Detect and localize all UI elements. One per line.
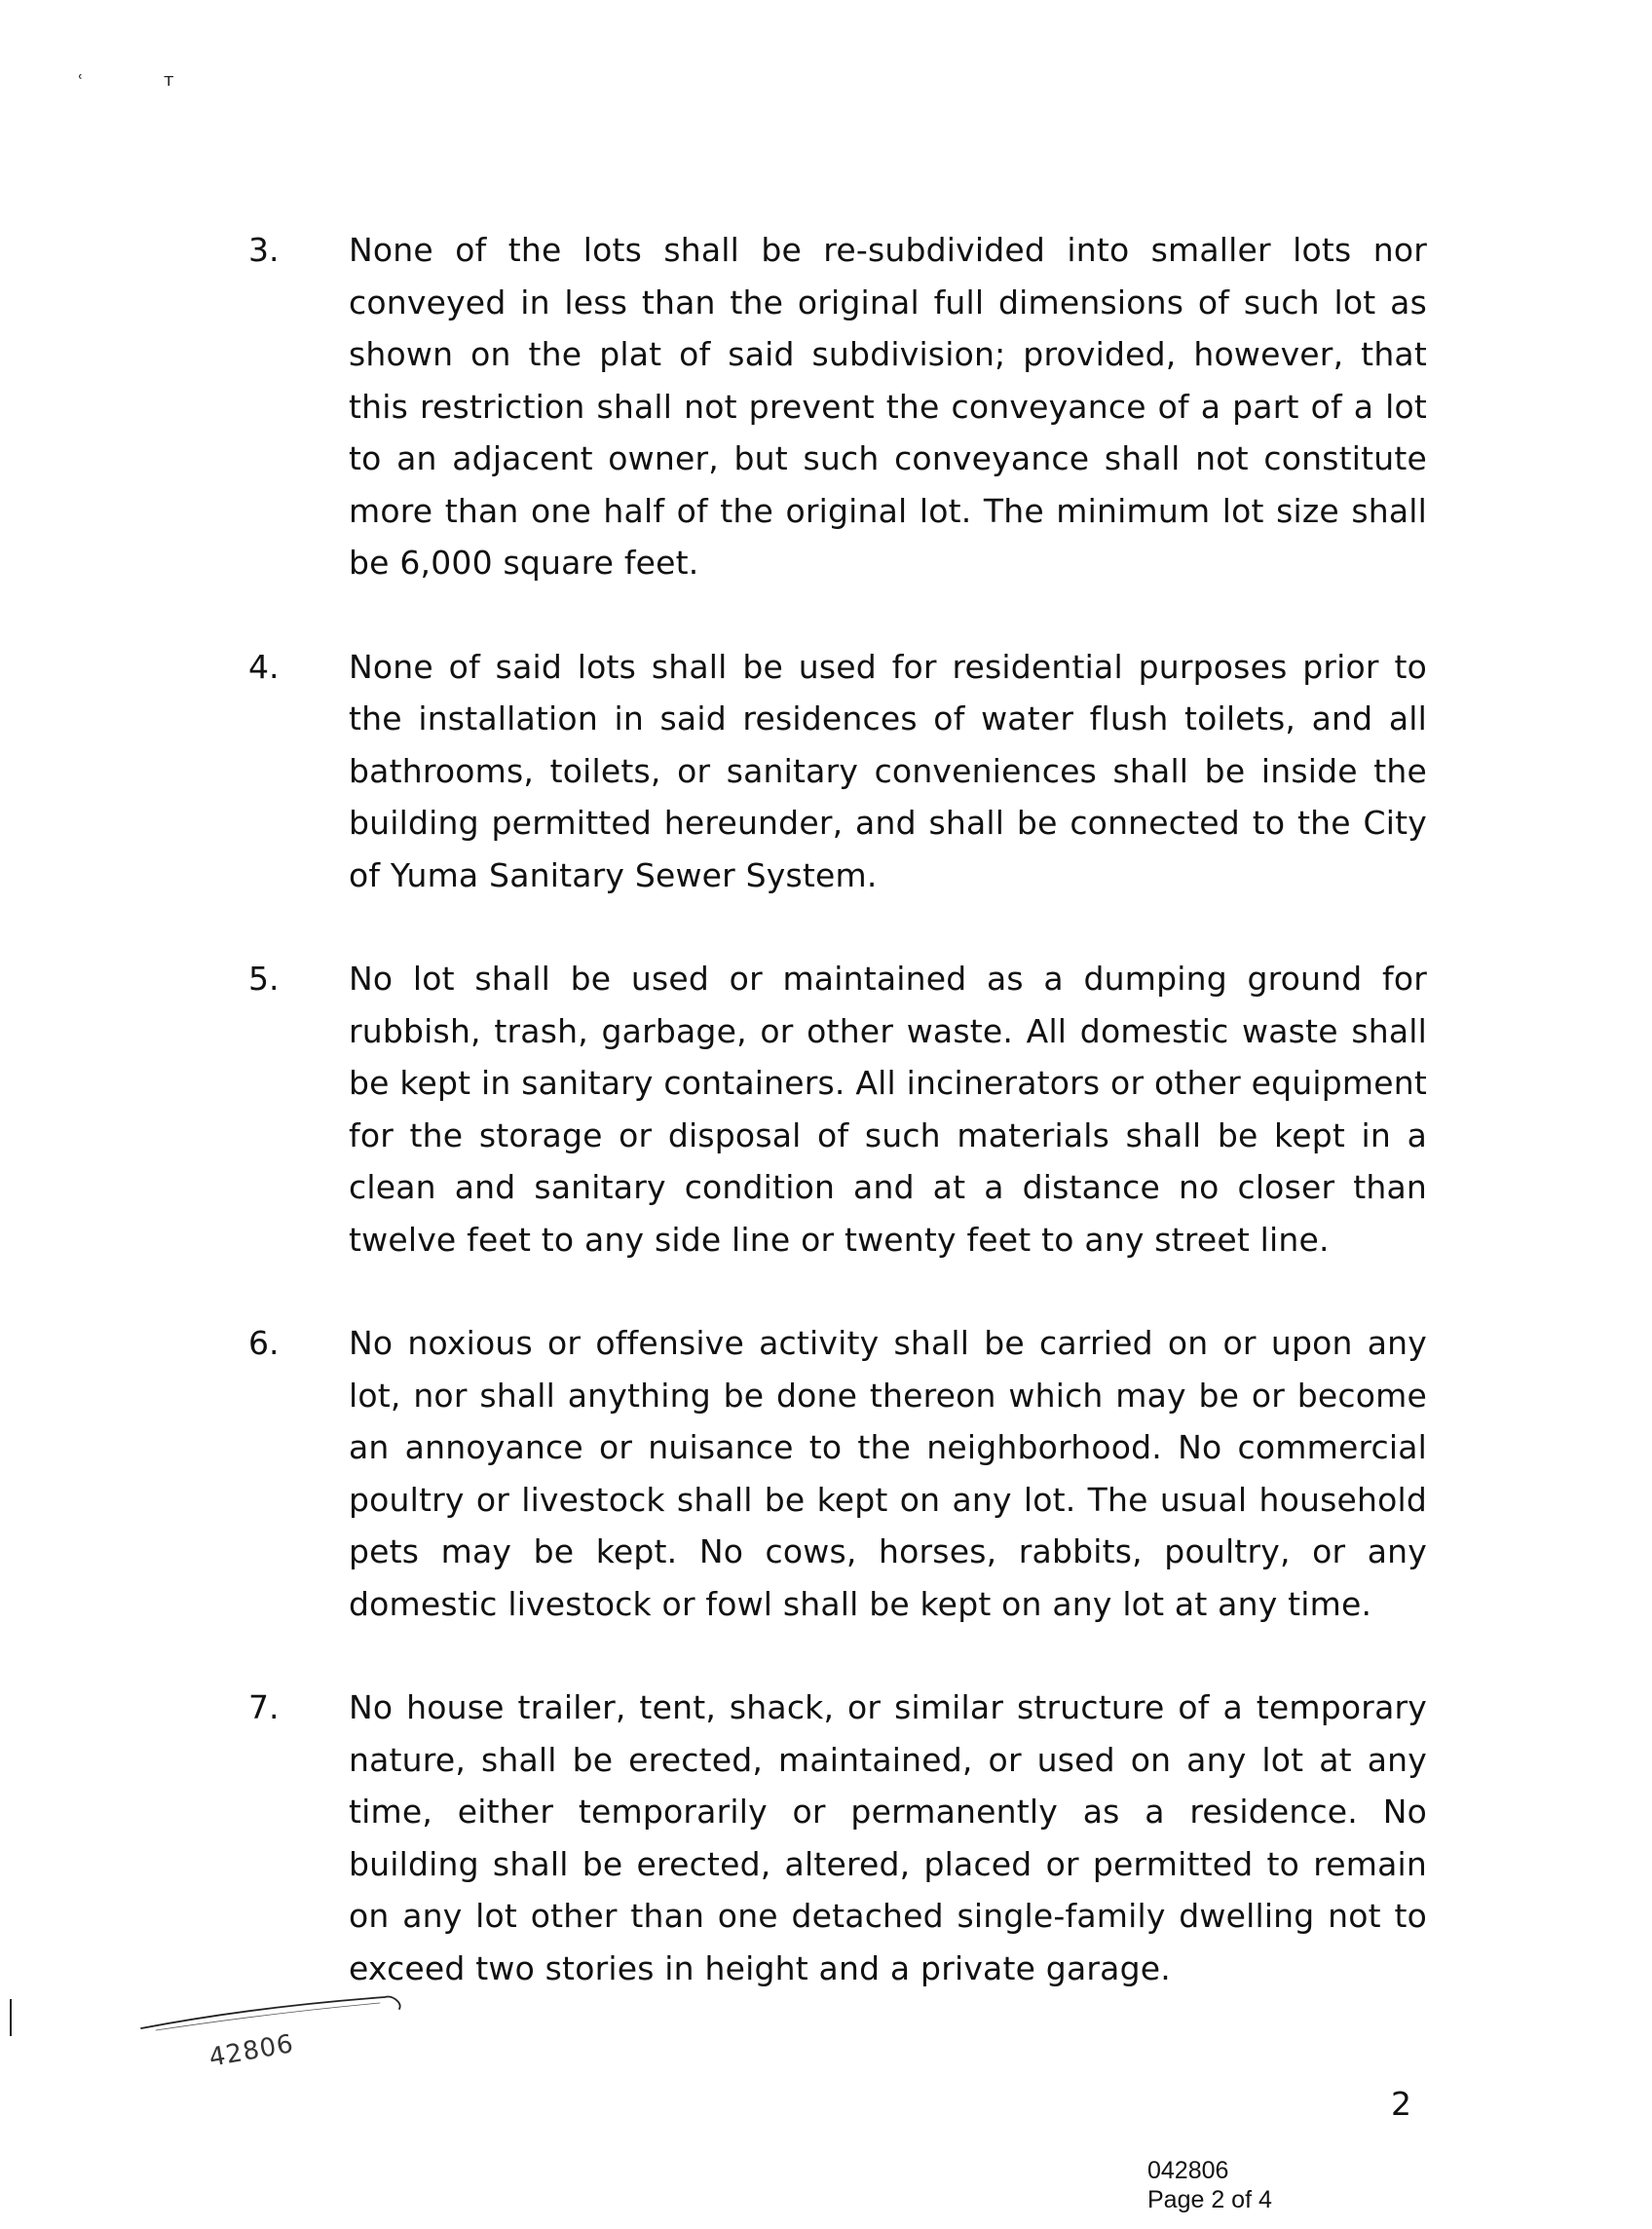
clause-number: 7. — [248, 1688, 280, 1726]
clause-number: 5. — [248, 960, 280, 998]
scan-artifact-mark: ᴛ — [164, 70, 174, 91]
clause-text: No house trailer, tent, shack, or similar structure of a temporary nature, shall be erected, maintained, or used on any lot at any time, either temporarily or permanently as a residence. No building shall be erected, altered, placed or permitted to remain on any lot other than one detached single-family dwelling not to exceed two stories in height and a private garage. — [349, 1688, 1427, 1987]
clause-number: 3. — [248, 231, 280, 269]
document-id: 042806 — [1147, 2157, 1229, 2184]
clause-text: No noxious or offensive activity shall be carried on or upon any lot, nor shall anything be done thereon which may be or become an annoyance or nuisance to the neighborhood. No commercial poultry or livestock shall be kept on any lot. The usual household pets may be kept. No cows, horses, rabbits, poultry, or any domestic livestock or fowl shall be kept on any lot at any time. — [349, 1324, 1427, 1623]
clause-3 — [248, 224, 1427, 589]
handwritten-number: 42806 — [206, 2028, 296, 2073]
clause-5 — [248, 953, 1427, 1266]
scan-artifact-mark: ʿ — [78, 72, 84, 93]
page-number: 2 — [1391, 2085, 1411, 2123]
clause-number: 6. — [248, 1324, 280, 1362]
signature-line — [136, 1978, 409, 2036]
clause-6 — [248, 1317, 1427, 1630]
clause-4 — [248, 641, 1427, 902]
clause-number: 4. — [248, 647, 280, 686]
clause-7 — [248, 1681, 1427, 1994]
restrictions-list — [248, 224, 1427, 2046]
clause-text: No lot shall be used or maintained as a dumping ground for rubbish, trash, garbage, or other waste. All domestic waste shall be kept in sanitary containers. All incinerators or other equipment for the storage or disposal of such materials shall be kept in a clean and sanitary condition and at a distance no closer than twelve feet to any side line or twenty feet to any street line. — [349, 960, 1427, 1259]
footer-stamp — [1147, 2156, 1272, 2214]
clause-text: None of the lots shall be re-subdivided into smaller lots nor conveyed in less than the original full dimensions of such lot as shown on the plat of said subdivision; provided, however, that this restriction shall not prevent the conveyance of a part of a lot to an adjacent owner, but such conveyance shall not constitute more than one half of the original lot. The minimum lot size shall be 6,000 square feet. — [349, 231, 1427, 582]
clause-text: None of said lots shall be used for residential purposes prior to the installation in said residences of water flush toilets, and all bathrooms, toilets, or sanitary conveniences shall be inside the building permitted hereunder, and shall be connected to the City of Yuma Sanitary Sewer System. — [349, 647, 1427, 894]
margin-rule — [10, 1999, 12, 2036]
page-label: Page 2 of 4 — [1147, 2186, 1272, 2213]
